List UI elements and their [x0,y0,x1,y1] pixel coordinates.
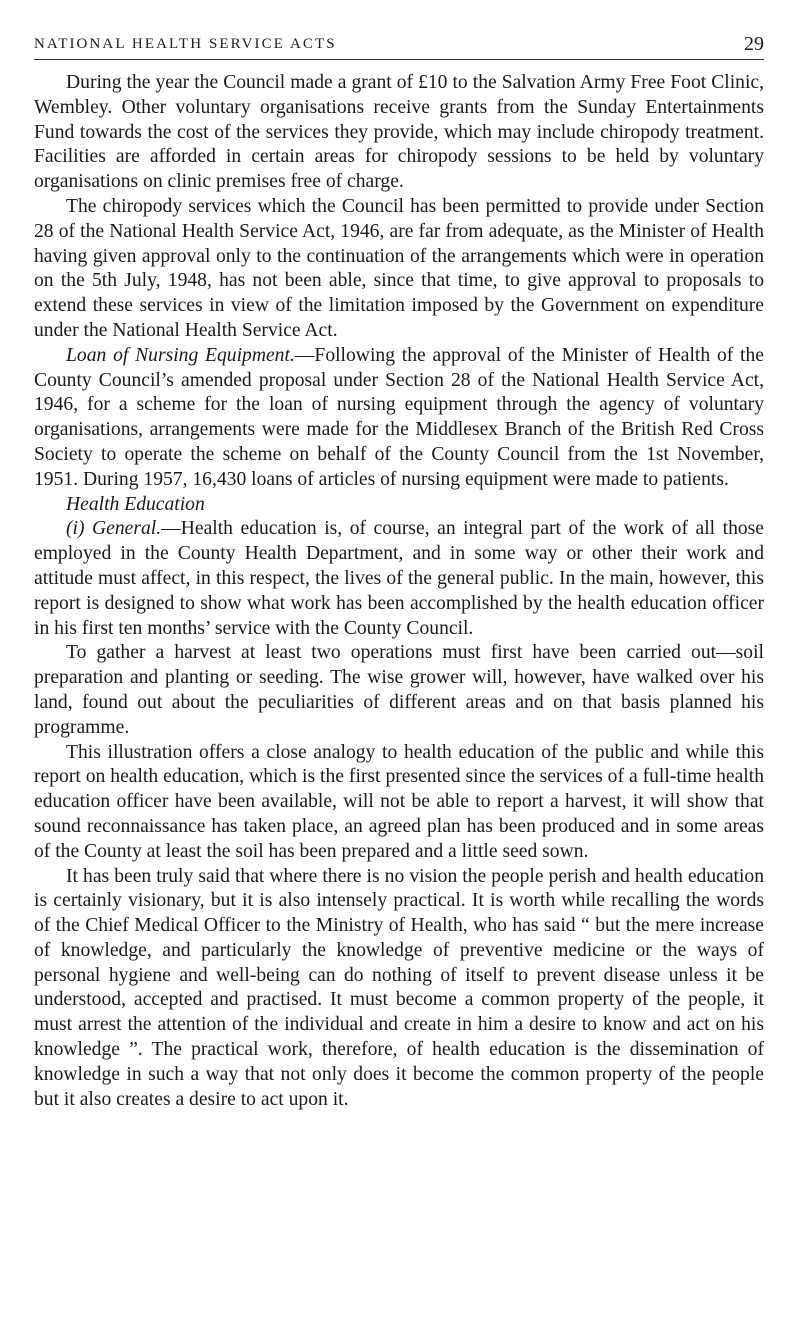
running-head [34,33,764,60]
paragraph-text: During the year the Council made a grant of £10 to the Salvation Army Free Foot Clinic, Wembley. Other voluntary organisations receive grants from the Sunday Entertainments Fund towards the cost of the services they provide, which may include chiropody treatment. Facilities are afforded in certain areas for chiropody sessions to be held by voluntary organisations on clinic premises free of charge. [34,72,764,193]
paragraph-text: The chiropody services which the Council has been permitted to provide under Section 28 of the National Health Service Act, 1946, are far from adequate, as the Minister of Health having given approval only to the continuation of the arrangements which were in operation on the 5th July, 1948, has not been able, since that time, to give approval to proposals to extend these services in view of the limitation imposed by the Government on expenditure under the National Health Service Act. [34,195,764,341]
paragraph-loan-nursing-equipment [34,344,764,493]
paragraph-vision [34,865,764,1113]
page-number: 29 [744,33,764,55]
section-heading-health-education [34,493,764,518]
paragraph-text: —Following the approval of the Minister of Health of the County Council’s amended proposal under Section 28 of the National Health Service Act, 1946, for a scheme for the loan of nursing equipment through the agency of voluntary organisations, arrangements were made for the Middlesex Branch of the British Red Cross Society to operate the scheme on behalf of the County Council from the 1st November, 1951. During 1957, 16,430 loans of articles of nursing equipment were made to patients. [34,344,764,490]
paragraph-text: To gather a harvest at least two operations must first have been carried out—soil preparation and planting or seeding. The wise grower will, however, have walked over his land, found out about the peculiarities of different areas and on that basis planned his programme. [34,642,764,738]
paragraph-chiropody-grants [34,71,764,195]
paragraph-lead-heading: Loan of Nursing Equipment. [66,344,295,366]
section-heading-text: Health Education [66,493,205,515]
running-title: NATIONAL HEALTH SERVICE ACTS [34,36,337,52]
paragraph-text: —Health education is, of course, an integral part of the work of all those employed in the County Health Department, and in some way or other their work and attitude must affect, in this respect, the lives of the general public. In the main, however, this report is designed to show what work has been accomplished by the health education officer in his first ten months’ service with the County Council. [34,518,764,639]
paragraph-text: This illustration offers a close analogy to health education of the public and while this report on health education, which is the first presented since the services of a full-time health education officer have been available, will not be able to report a harvest, it will show that sound reconnaissance has taken place, an agreed plan has been produced and in some areas of the County at least the soil has been prepared and a little seed sown. [34,741,764,862]
paragraph-chiropody-services [34,195,764,344]
paragraph-harvest [34,641,764,740]
body-text [34,71,764,1112]
paragraph-text: It has been truly said that where there is no vision the people perish and health education is certainly visionary, but it is also intensely practical. It is worth while recalling the words of the Chief Medical Officer to the Ministry of Health, who has said “ but the mere increase of knowledge, and particularly the knowledge of preventive medicine or the ways of personal hygiene and well-being can do nothing of itself to prevent disease unless it be understood, accepted and practised. It must become a common property of the people, it must arrest the attention of the individual and create in him a desire to know and act on his knowledge ”. The practical work, therefore, of health education is the dissemination of knowledge in such a way that not only does it become the common property of the people but it also creates a desire to act upon it. [34,865,764,1110]
paragraph-lead-heading: (i) General. [66,518,162,540]
paragraph-illustration [34,741,764,865]
paragraph-general [34,517,764,641]
header-rule [34,59,764,60]
